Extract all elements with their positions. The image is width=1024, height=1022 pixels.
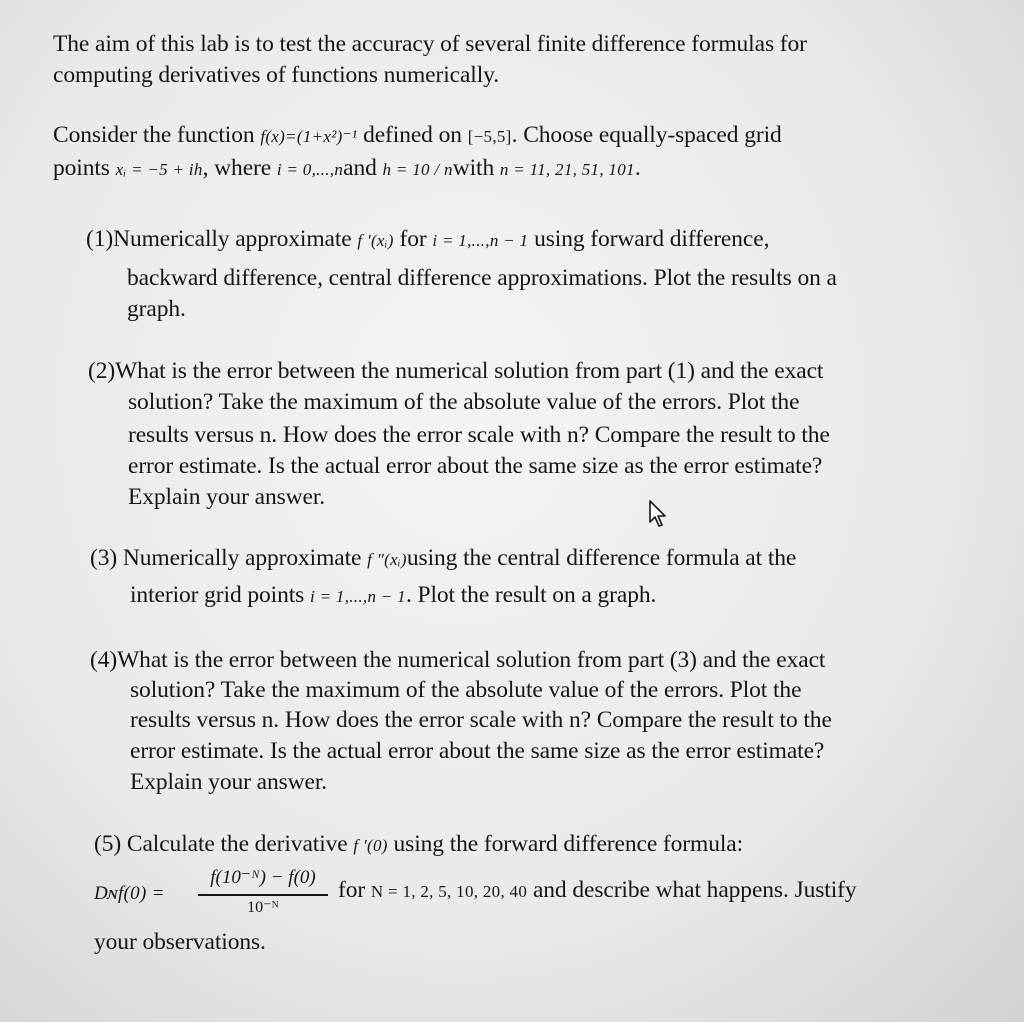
q3-text: interior grid points	[130, 582, 305, 608]
q4-line-5: Explain your answer.	[130, 769, 328, 795]
setup-text: with	[452, 155, 495, 181]
q5-text: for	[338, 877, 366, 903]
setup-text: , where	[202, 155, 272, 181]
q3-text: using the central difference formula at the	[406, 545, 797, 571]
fraction-numerator: f(10⁻ᴺ) − f(0)	[210, 867, 316, 888]
interval: [−5,5]	[467, 127, 512, 146]
intro-line-2: computing derivatives of functions numerically.	[53, 62, 500, 88]
fraction-denominator: 10⁻ᴺ	[247, 899, 279, 916]
q3-line-2	[130, 581, 656, 611]
q4-line-1: (4)What is the error between the numerical solution from part (3) and the exact	[90, 647, 826, 673]
q4-line-4: error estimate. Is the actual error about the same size as the error estimate?	[130, 738, 825, 764]
q2-line-5: Explain your answer.	[128, 484, 326, 510]
q1-text: (1)Numerically approximate	[86, 226, 352, 252]
setup-line-2	[53, 154, 641, 184]
q5-text: (5) Calculate the derivative	[94, 831, 348, 857]
second-derivative: f ″(xᵢ)	[367, 550, 407, 569]
q4-line-2: solution? Take the maximum of the absolute value of the errors. Plot the	[130, 677, 802, 703]
index-range: i = 1,...,n − 1	[432, 231, 529, 250]
fraction-bar	[198, 894, 328, 896]
N-values: N = 1, 2, 5, 10, 20, 40	[370, 882, 528, 901]
setup-text: points	[53, 155, 110, 181]
q1-line-3: graph.	[127, 296, 186, 322]
setup-text: Consider the function	[53, 122, 255, 148]
q1-text: using forward difference,	[534, 226, 770, 252]
q5-text: using the forward difference formula:	[393, 831, 744, 857]
function-definition: f(x)=(1+x²)⁻¹	[260, 127, 358, 146]
q1-text: for	[399, 226, 427, 252]
q2-line-1: (2)What is the error between the numerical solution from part (1) and the exact	[88, 358, 824, 384]
n-values: n = 11, 21, 51, 101	[499, 160, 635, 179]
q5-text: and describe what happens. Justify	[532, 877, 857, 903]
derivative-at-zero: f ′(0)	[353, 836, 388, 855]
q4-line-3: results versus n. How does the error scale with n? Compare the result to the	[130, 707, 832, 733]
q5-line-3: your observations.	[94, 929, 266, 955]
setup-line-1	[53, 121, 782, 151]
first-derivative: f ′(xᵢ)	[357, 231, 394, 250]
q2-line-2: solution? Take the maximum of the absolute value of the errors. Plot the	[128, 389, 800, 415]
q2-line-4: error estimate. Is the actual error about the same size as the error estimate?	[128, 453, 823, 479]
q1-line-1	[86, 225, 769, 255]
forward-difference-fraction	[198, 866, 328, 926]
q3-text: . Plot the result on a graph.	[405, 582, 657, 608]
q3-text: (3) Numerically approximate	[90, 545, 362, 571]
q1-line-2: backward difference, central difference approximations. Plot the results on a	[127, 265, 837, 291]
setup-text: . Choose equally-spaced grid	[511, 122, 782, 148]
setup-text: .	[634, 155, 641, 181]
index-range: i = 0,...,n	[276, 160, 344, 179]
setup-text: defined on	[363, 122, 462, 148]
intro-line-1: The aim of this lab is to test the accuracy of several finite difference formulas for	[53, 31, 807, 57]
step-size: h = 10 / n	[382, 160, 453, 179]
grid-points: xᵢ = −5 + ih	[115, 160, 203, 179]
formula-lhs: Dɴf(0) =	[94, 883, 165, 904]
index-range: i = 1,...,n − 1	[310, 587, 406, 606]
q2-line-3: results versus n. How does the error scale with n? Compare the result to the	[128, 422, 830, 448]
mouse-pointer-icon	[648, 500, 670, 528]
q5-line-1	[94, 830, 743, 860]
q3-line-1	[90, 544, 796, 574]
q5-line-2	[338, 876, 857, 906]
setup-text: and	[343, 155, 377, 181]
